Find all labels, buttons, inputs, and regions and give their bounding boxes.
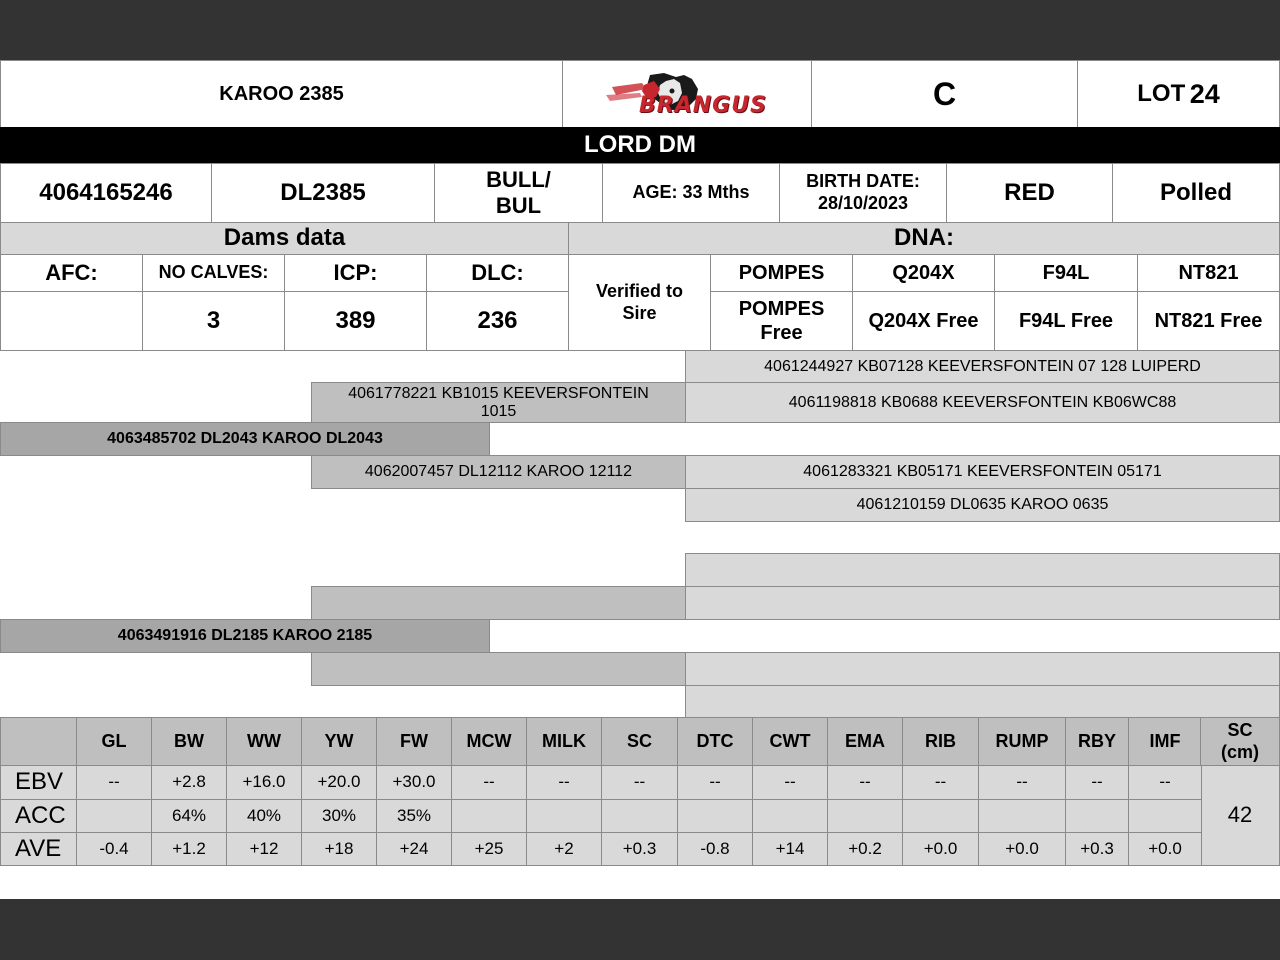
ebv-cell-ave-sc: +0.3 (601, 832, 678, 866)
no-calves-value: 3 (142, 291, 285, 351)
ebv-cell-ave-rby: +0.3 (1065, 832, 1129, 866)
ebv-cell-acc-dtc (677, 799, 753, 833)
animal-id: DL2385 (211, 163, 435, 223)
brangus-logo (562, 60, 812, 128)
ebv-cell-acc-cwt (752, 799, 828, 833)
pedigree-sire-dam-sire: 4061283321 KB05171 KEEVERSFONTEIN 05171 (685, 455, 1280, 489)
birth-date-label: BIRTH DATE: (806, 171, 920, 192)
sex-line-2: BUL (495, 193, 542, 218)
ebv-cell-ave-gl: -0.4 (76, 832, 152, 866)
pedigree-dam: 4063491916 DL2185 KAROO 2185 (0, 619, 490, 653)
ebv-cell-ebv-ema: -- (827, 765, 903, 800)
ebv-header-bw: BW (151, 717, 227, 766)
icp-value: 389 (284, 291, 427, 351)
pedigree-dam-dam (311, 652, 686, 686)
dna-result-nt821: NT821 Free (1137, 291, 1280, 351)
ebv-corner (0, 717, 77, 766)
ebv-cell-ebv-yw: +20.0 (301, 765, 377, 800)
ebv-header-ww: WW (226, 717, 302, 766)
pedigree-dam-dam-dam (685, 685, 1280, 718)
pedigree-dam-sire-dam (685, 586, 1280, 620)
dna-result-pompes (710, 291, 853, 351)
ebv-header-mcw: MCW (451, 717, 527, 766)
ebv-row-label-ave: AVE (0, 832, 77, 866)
lot-label: LOT (1137, 79, 1186, 107)
ebv-row-label-acc: ACC (0, 799, 77, 833)
dna-result-f94l: F94L Free (994, 291, 1138, 351)
ebv-cell-ave-rump: +0.0 (978, 832, 1066, 866)
ebv-cell-acc-fw: 35% (376, 799, 452, 833)
ebv-header-yw: YW (301, 717, 377, 766)
animal-colour: RED (946, 163, 1113, 223)
ebv-cell-ebv-rump: -- (978, 765, 1066, 800)
ebv-cell-ebv-milk: -- (526, 765, 602, 800)
dna-test-nt821: NT821 (1137, 254, 1280, 292)
horn-status: Polled (1112, 163, 1280, 223)
ebv-cell-acc-ema (827, 799, 903, 833)
ebv-cell-ave-mcw: +25 (451, 832, 527, 866)
ebv-cell-ebv-rby: -- (1065, 765, 1129, 800)
ebv-header-gl: GL (76, 717, 152, 766)
dna-test-f94l: F94L (994, 254, 1138, 292)
ebv-cell-ebv-mcw: -- (451, 765, 527, 800)
pedigree-dam-sire (311, 586, 686, 620)
logo-text: BRANGUS (639, 93, 767, 118)
ebv-cell-acc-rib (902, 799, 979, 833)
footer-blank-row (0, 865, 1280, 899)
ebv-cell-ave-ww: +12 (226, 832, 302, 866)
ebv-cell-acc-imf (1128, 799, 1202, 833)
registration-number: 4064165246 (0, 163, 212, 223)
sex-line-1: BULL/ (486, 166, 551, 192)
ebv-cell-ave-imf: +0.0 (1128, 832, 1202, 866)
verified-to-sire: Verified to Sire (568, 254, 711, 351)
animal-age: AGE: 33 Mths (602, 163, 780, 223)
ebv-cell-acc-mcw (451, 799, 527, 833)
ebv-cell-ebv-gl: -- (76, 765, 152, 800)
animal-sex (434, 163, 603, 223)
ebv-cell-ebv-imf: -- (1128, 765, 1202, 800)
dlc-label: DLC: (426, 254, 569, 292)
ebv-cell-ebv-fw: +30.0 (376, 765, 452, 800)
dams-data-title: Dams data (0, 222, 569, 255)
ebv-cell-ebv-bw: +2.8 (151, 765, 227, 800)
ebv-cell-ave-bw: +1.2 (151, 832, 227, 866)
birth-date: 28/10/2023 (817, 193, 909, 213)
ebv-cell-ave-rib: +0.0 (902, 832, 979, 866)
ebv-cell-acc-bw: 64% (151, 799, 227, 833)
lot-number (1077, 60, 1280, 128)
sc-cm-line-1: SC (1227, 719, 1253, 740)
afc-value (0, 291, 143, 351)
animal-name: LORD DM (0, 127, 1280, 164)
ebv-header-fw: FW (376, 717, 452, 766)
afc-label: AFC: (0, 254, 143, 292)
ebv-header-sc: SC (601, 717, 678, 766)
no-calves-label: NO CALVES: (142, 254, 285, 292)
ebv-cell-ave-milk: +2 (526, 832, 602, 866)
dna-test-pompes: POMPES (710, 254, 853, 292)
ebv-cell-ebv-ww: +16.0 (226, 765, 302, 800)
pedigree-dam-dam-sire (685, 652, 1280, 686)
ebv-cell-ave-yw: +18 (301, 832, 377, 866)
ebv-cell-ave-fw: +24 (376, 832, 452, 866)
ebv-header-rby: RBY (1065, 717, 1129, 766)
pedigree-sire-sire-sire: 4061244927 KB07128 KEEVERSFONTEIN 07 128 LUIPERD (685, 350, 1280, 383)
dlc-value: 236 (426, 291, 569, 351)
pedigree-sire-sire-dam: 4061198818 KB0688 KEEVERSFONTEIN KB06WC88 (685, 382, 1280, 423)
sc-cm-value: 42 (1200, 765, 1280, 866)
ebv-cell-ave-dtc: -0.8 (677, 832, 753, 866)
ebv-header-ema: EMA (827, 717, 903, 766)
ebv-cell-acc-rump (978, 799, 1066, 833)
ebv-cell-acc-yw: 30% (301, 799, 377, 833)
ebv-header-rib: RIB (902, 717, 979, 766)
dna-title: DNA: (568, 222, 1280, 255)
ebv-cell-ebv-cwt: -- (752, 765, 828, 800)
ebv-cell-ave-ema: +0.2 (827, 832, 903, 866)
ebv-cell-ebv-rib: -- (902, 765, 979, 800)
dna-result-pompes-line-1: POMPES (738, 298, 825, 320)
ebv-cell-acc-gl (76, 799, 152, 833)
ebv-cell-ebv-sc: -- (601, 765, 678, 800)
pedigree-sire-dam: 4062007457 DL12112 KAROO 12112 (311, 455, 686, 489)
ebv-header-dtc: DTC (677, 717, 753, 766)
ebv-cell-acc-rby (1065, 799, 1129, 833)
ebv-header-imf: IMF (1128, 717, 1202, 766)
icp-label: ICP: (284, 254, 427, 292)
pedigree-sire: 4063485702 DL2043 KAROO DL2043 (0, 422, 490, 456)
ebv-header-cwt: CWT (752, 717, 828, 766)
ebv-cell-acc-sc (601, 799, 678, 833)
dna-result-q204x: Q204X Free (852, 291, 995, 351)
sc-cm-line-2: (cm) (1220, 741, 1259, 762)
pedigree-dam-sire-sire (685, 553, 1280, 587)
dna-result-pompes-line-2: Free (760, 322, 803, 344)
ebv-cell-ebv-dtc: -- (677, 765, 753, 800)
ebv-header-rump: RUMP (978, 717, 1066, 766)
grade-letter: C (811, 60, 1078, 128)
birth-date-cell (779, 163, 947, 223)
dna-test-q204x: Q204X (852, 254, 995, 292)
ebv-cell-acc-ww: 40% (226, 799, 302, 833)
ebv-cell-acc-milk (526, 799, 602, 833)
sc-cm-header (1200, 717, 1280, 766)
ebv-header-milk: MILK (526, 717, 602, 766)
pedigree-sire-dam-dam: 4061210159 DL0635 KAROO 0635 (685, 488, 1280, 522)
lot-sheet (0, 60, 1280, 899)
pedigree-sire-sire: 4061778221 KB1015 KEEVERSFONTEIN 1015 (311, 382, 686, 423)
herd-name: KAROO 2385 (0, 60, 563, 128)
ebv-row-label-ebv: EBV (0, 765, 77, 800)
ebv-cell-ave-cwt: +14 (752, 832, 828, 866)
lot-value: 24 (1189, 78, 1220, 109)
